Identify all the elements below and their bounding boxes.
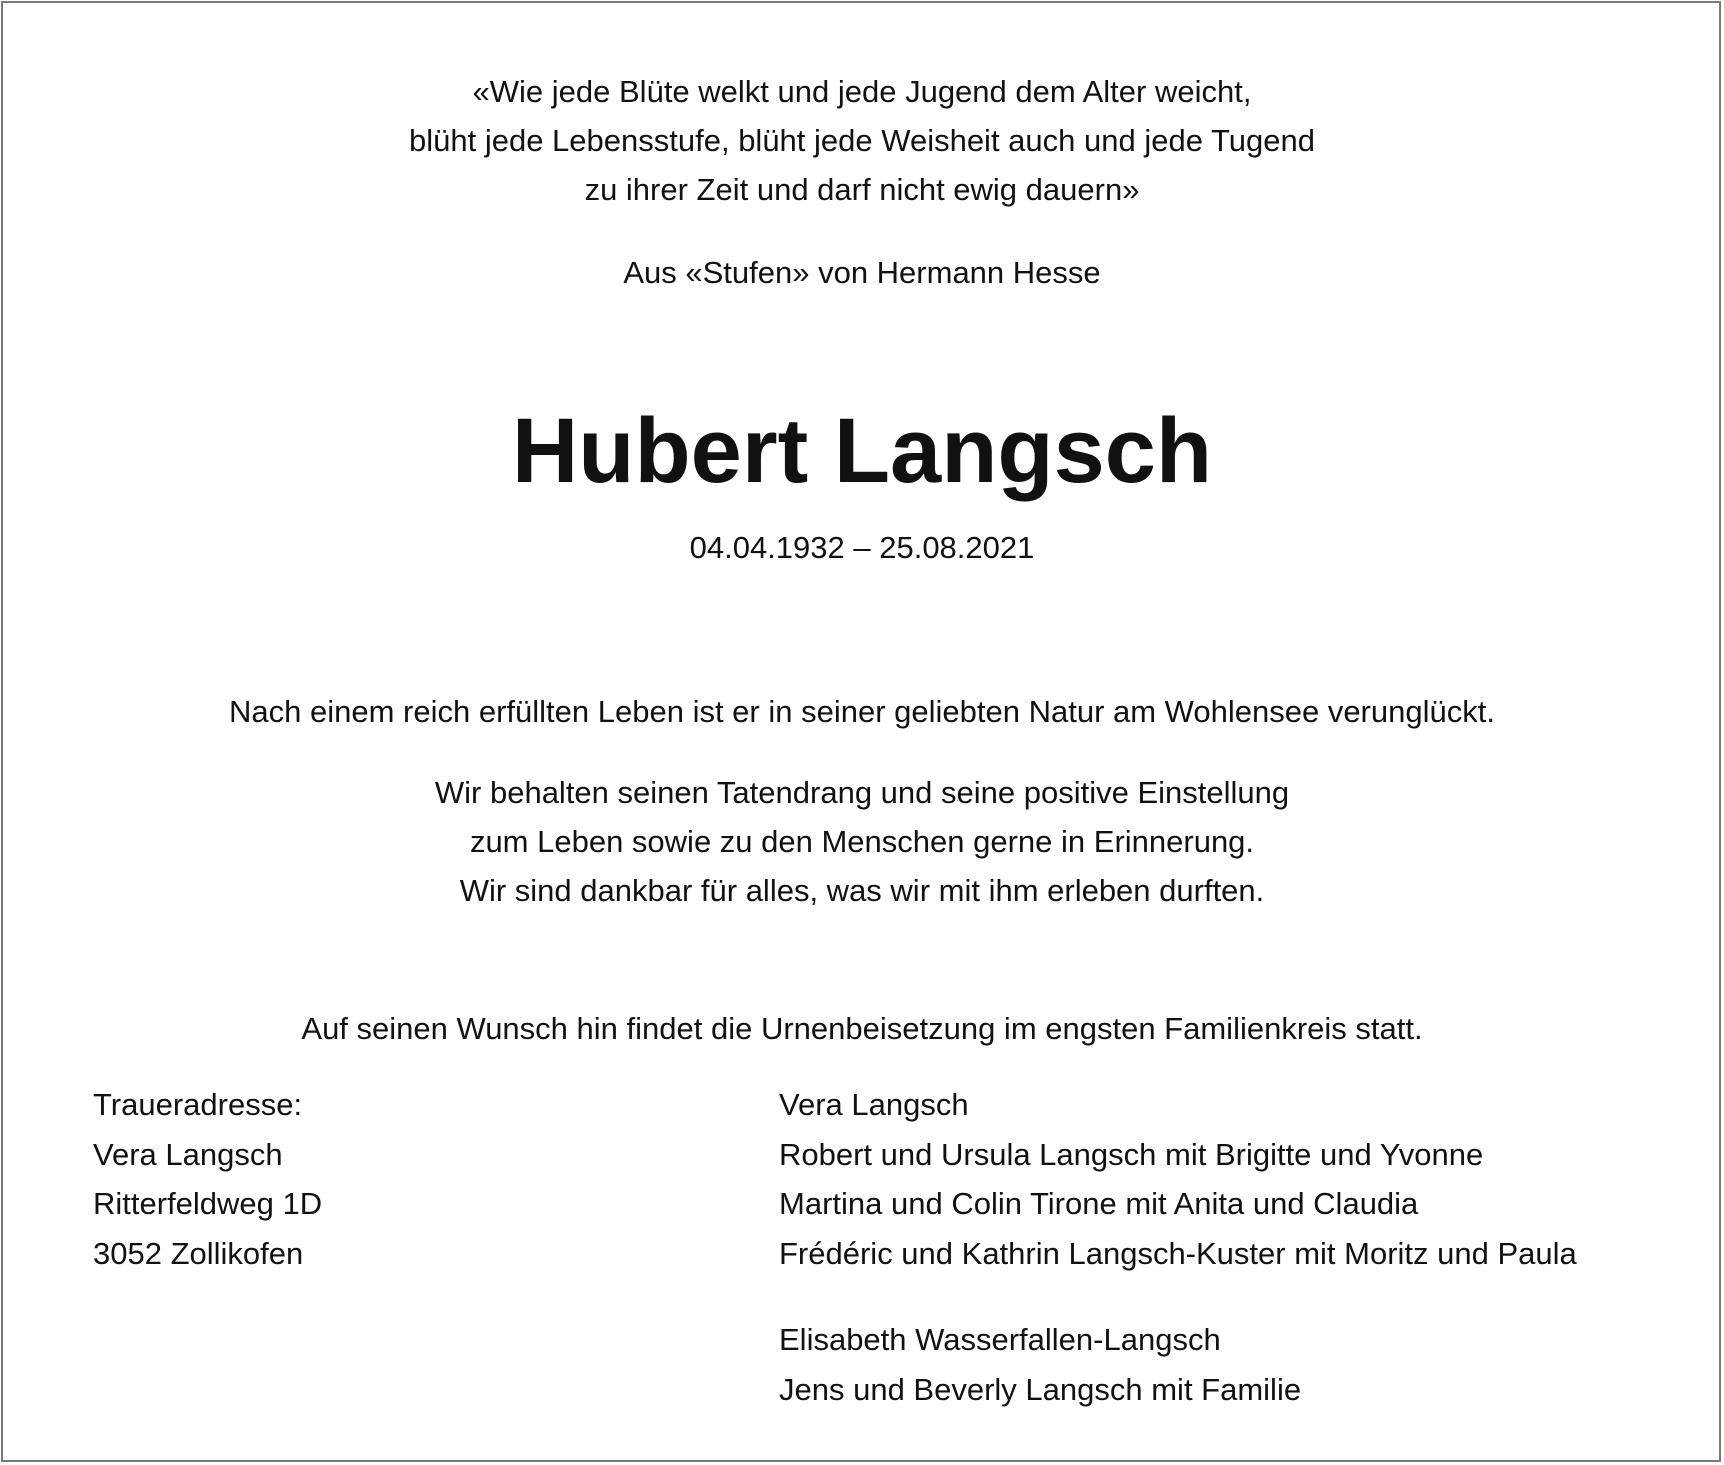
- mourners-list: [779, 1080, 1577, 1278]
- mourner-entry: Frédéric und Kathrin Langsch-Kuster mit Moritz und Paula: [779, 1235, 1577, 1271]
- quote-attribution: Aus «Stufen» von Hermann Hesse: [623, 255, 1101, 290]
- intro-text: Nach einem reich erfüllten Leben ist er in seiner geliebten Natur am Wohlensee verunglückt.: [229, 694, 1495, 729]
- memory-line: Wir sind dankbar für alles, was wir mit ihm erleben durften.: [459, 873, 1265, 908]
- ceremony-text: Auf seinen Wunsch hin findet die Urnenbeisetzung im engsten Familienkreis statt.: [301, 1011, 1423, 1046]
- memory-line: Wir behalten seinen Tatendrang und seine positive Einstellung: [434, 775, 1290, 810]
- mourner-entry: Robert und Ursula Langsch mit Brigitte und Yvonne: [779, 1136, 1484, 1172]
- quote-line: «Wie jede Blüte welkt und jede Jugend dem Alter weicht,: [472, 74, 1252, 109]
- memory-line: zum Leben sowie zu den Menschen gerne in Erinnerung.: [469, 824, 1255, 859]
- life-dates: 04.04.1932 – 25.08.2021: [689, 530, 1035, 565]
- quote-line: zu ihrer Zeit und darf nicht ewig dauern»: [584, 172, 1140, 207]
- hesse-quote: [0, 67, 1724, 214]
- mourner-entry: Martina und Colin Tirone mit Anita und Claudia: [779, 1186, 1419, 1221]
- mourners-list-extended: [779, 1315, 1301, 1414]
- mourner-entry: Elisabeth Wasserfallen-Langsch: [779, 1322, 1221, 1357]
- quote-line: blüht jede Lebensstufe, blüht jede Weisheit auch und jede Tugend: [409, 123, 1315, 158]
- mourner-entry: Jens und Beverly Langsch mit Familie: [779, 1371, 1302, 1407]
- address-street: Ritterfeldweg 1D: [93, 1186, 323, 1221]
- mourning-address: [93, 1080, 322, 1278]
- memory-text: [0, 768, 1724, 915]
- deceased-name: Hubert Langsch: [511, 400, 1213, 502]
- mourner-entry: Vera Langsch: [779, 1087, 969, 1122]
- address-label: Traueradresse:: [93, 1087, 303, 1122]
- address-name: Vera Langsch: [93, 1136, 283, 1172]
- address-city: 3052 Zollikofen: [93, 1235, 304, 1271]
